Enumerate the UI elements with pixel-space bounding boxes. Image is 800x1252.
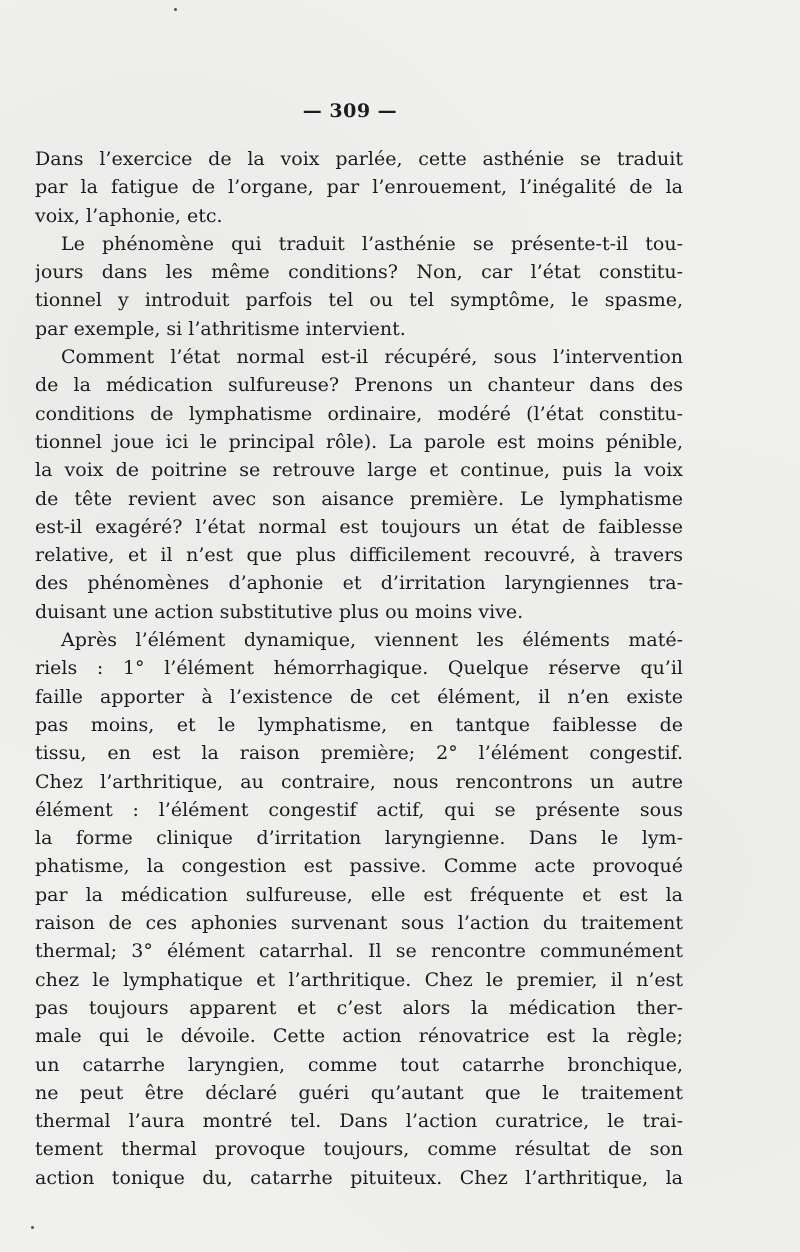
text-line: Le phénomène qui traduit l’asthénie se présente-t-il tou-	[61, 232, 683, 255]
text-line: riels : 1° l’élément hémorrhagique. Quelque réserve qu’il	[35, 657, 683, 680]
text-line: la forme clinique d’irritation laryngienne. Dans le lym-	[35, 827, 683, 850]
text-line: thermal l’aura montré tel. Dans l’action curatrice, le trai-	[35, 1110, 683, 1133]
text-line: par exemple, si l’athritisme intervient.	[35, 317, 406, 340]
text-line: par la fatigue de l’organe, par l’enrouement, l’inégalité de la	[35, 176, 683, 199]
text-line: tionnel y introduit parfois tel ou tel symptôme, le spasme,	[35, 289, 683, 312]
text-line: raison de ces aphonies survenant sous l’action du traitement	[35, 912, 683, 935]
text-line: relative, et il n’est que plus difficilement recouvré, à travers	[35, 544, 683, 567]
text-line: thermal; 3° élément catarrhal. Il se rencontre communément	[35, 940, 683, 963]
text-line: tement thermal provoque toujours, comme résultat de son	[35, 1138, 683, 1161]
text-line: Comment l’état normal est-il récupéré, sous l’intervention	[61, 346, 683, 369]
text-line: male qui le dévoile. Cette action rénovatrice est la règle;	[35, 1025, 683, 1048]
page-speck	[31, 1226, 34, 1229]
page-speck	[174, 8, 177, 11]
text-line: faille apporter à l’existence de cet élément, il n’en existe	[35, 685, 683, 708]
text-line: action tonique du, catarrhe pituiteux. Chez l’arthritique, la	[35, 1166, 683, 1189]
text-line: de la médication sulfureuse? Prenons un chanteur dans des	[35, 374, 683, 397]
text-line: Chez l’arthritique, au contraire, nous rencontrons un autre	[35, 770, 683, 793]
page-number: — 309 —	[302, 100, 398, 122]
text-line: Dans l’exercice de la voix parlée, cette asthénie se traduit	[35, 148, 683, 170]
text-line: des phénomènes d’aphonie et d’irritation laryngiennes tra-	[35, 572, 683, 595]
text-line: tissu, en est la raison première; 2° l’élément congestif.	[35, 742, 683, 765]
text-line: duisant une action substitutive plus ou moins vive.	[35, 600, 524, 623]
text-line: jours dans les même conditions? Non, car l’état constitu-	[35, 261, 683, 284]
text-line: pas moins, et le lymphatisme, en tantque faiblesse de	[35, 713, 683, 736]
text-line: phatisme, la congestion est passive. Comme acte provoqué	[35, 855, 683, 878]
text-line: Après l’élément dynamique, viennent les éléments maté-	[61, 629, 683, 652]
text-line: est-il exagéré? l’état normal est toujours un état de faiblesse	[35, 515, 683, 538]
text-line: ne peut être déclaré guéri qu’autant que le traitement	[35, 1081, 683, 1104]
text-line: conditions de lymphatisme ordinaire, modéré (l’état constitu-	[35, 402, 683, 425]
text-line: pas toujours apparent et c’est alors la médication ther-	[35, 996, 683, 1019]
text-line: de tête revient avec son aisance première. Le lymphatisme	[35, 487, 683, 510]
text-line: par la médication sulfureuse, elle est fréquente et est la	[35, 883, 683, 906]
text-line: chez le lymphatique et l’arthritique. Chez le premier, il n’est	[35, 968, 683, 991]
text-line: voix, l’aphonie, etc.	[35, 204, 223, 227]
text-line: élément : l’élément congestif actif, qui se présente sous	[35, 798, 683, 821]
text-line: un catarrhe laryngien, comme tout catarrhe bronchique,	[35, 1053, 683, 1076]
text-line: tionnel joue ici le principal rôle). La parole est moins pénible,	[35, 430, 683, 453]
text-line: la voix de poitrine se retrouve large et continue, puis la voix	[35, 459, 683, 482]
body-text	[35, 145, 683, 1192]
